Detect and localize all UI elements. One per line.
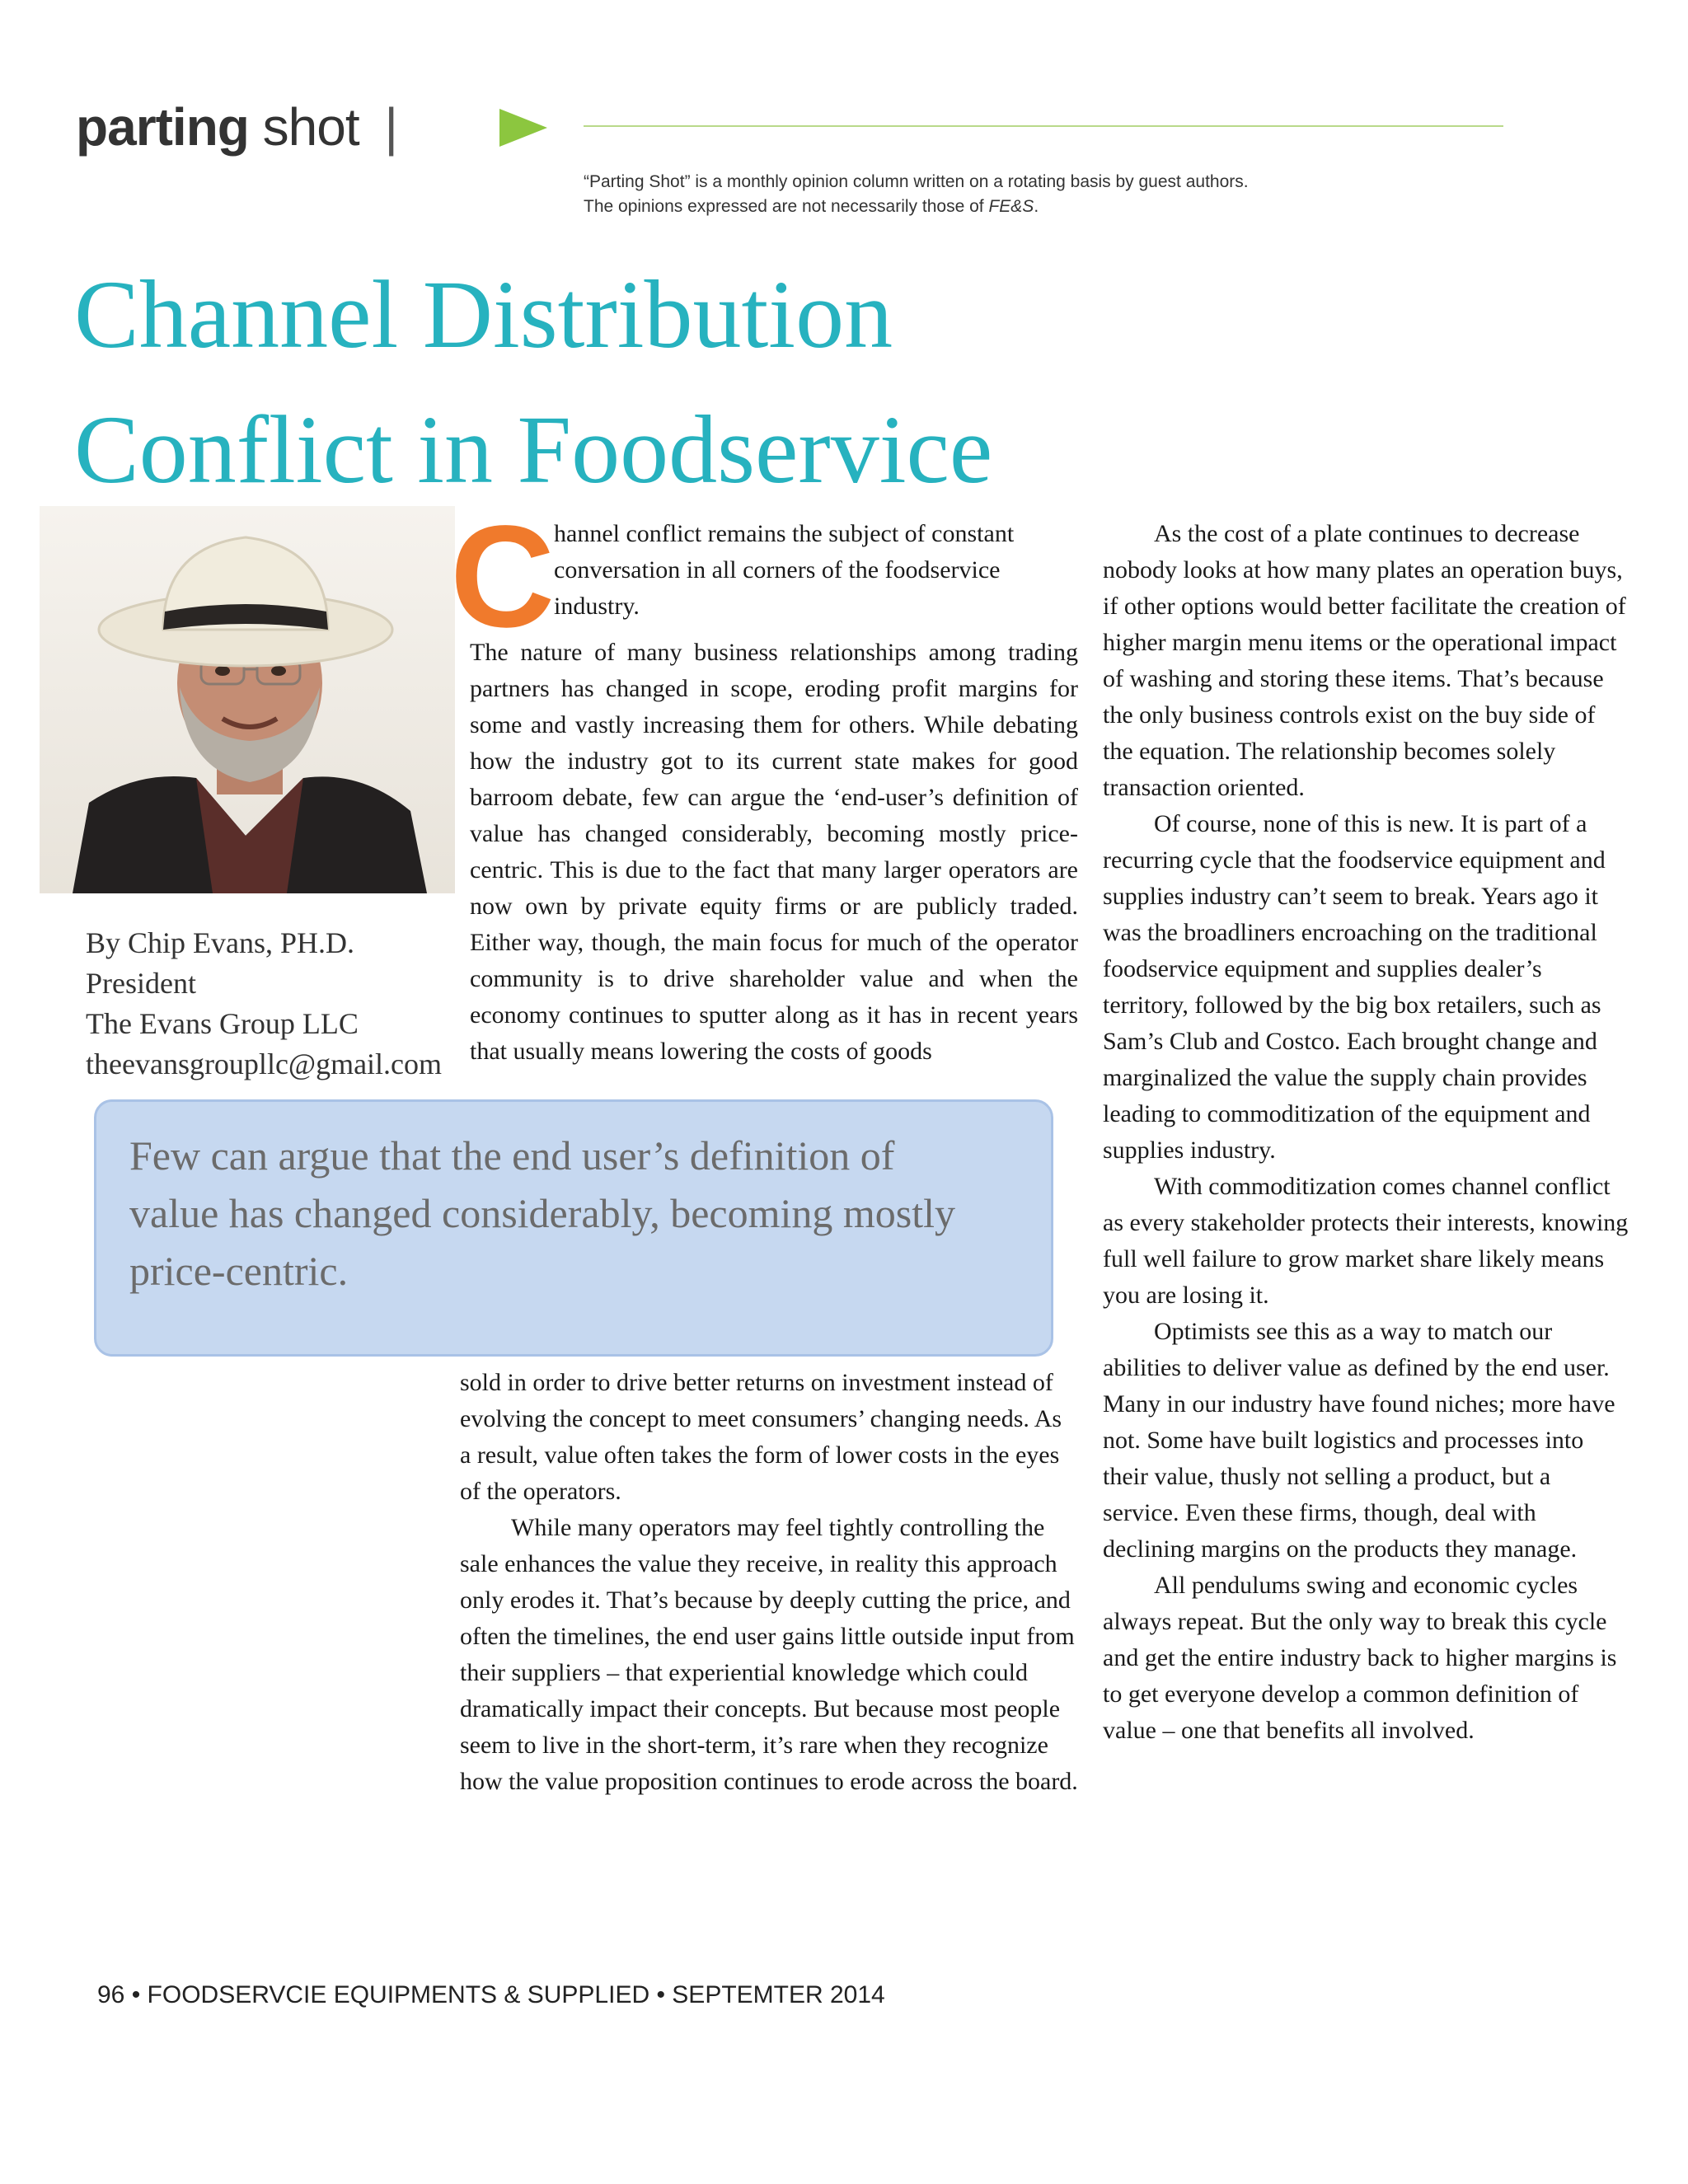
pull-quote-text: Few can argue that the end user’s definition of value has changed considerably, becoming mostly price-centric. <box>129 1132 956 1294</box>
author-name: By Chip Evans, PH.D. <box>86 926 355 959</box>
section-separator: | <box>384 97 398 157</box>
section-label <box>76 97 398 157</box>
article-paragraph: Optimists see this as a way to match our abilities to deliver value as defined by the end user. Many in our industry have found niches; more have not. Some have built logistics and processes into their value, thusly not selling a product, but a service. Even these firms, though, deal with declining margins on the products they manage. <box>1103 1318 1615 1563</box>
article-column-2 <box>1103 516 1630 1749</box>
article-title-line-2: Conflict in Foodservice <box>74 396 993 504</box>
disclaimer-publication: FE&S <box>988 197 1034 216</box>
author-photo <box>40 506 455 893</box>
author-role: President <box>86 967 196 1000</box>
article-paragraph: Of course, none of this is new. It is part of a recurring cycle that the foodservice equipment and supplies industry can’t seem to break. Years ago it was the broadliners encroaching on the traditional foodservice equipment and supplies dealer’s territory, followed by the big box retailers, such as Sam’s Club and Costco. Each brought change and marginalized the value the supply chain provides leading to commoditization of the equipment and supplies industry. <box>1103 810 1606 1164</box>
article-column-1-top <box>450 496 1078 1070</box>
article-paragraph: All pendulums swing and economic cycles always repeat. But the only way to break this cycle and get the entire industry back to higher margins is to get everyone develop a common definition of value – one that benefits all involved. <box>1103 1572 1617 1744</box>
article-title-line-1: Channel Distribution <box>74 260 893 368</box>
article-paragraph: While many operators may feel tightly controlling the sale enhances the value they receive, in reality this approach only erodes it. That’s because by deeply cutting the price, and often the timelines, the end user gains little outside input from their suppliers – that experiential knowledge which could dramatically impact their concepts. But because most people seem to live in the short-term, it’s rare when they recognize how the value proposition continues to erode across the board. <box>460 1514 1078 1795</box>
author-company: The Evans Group LLC <box>86 1007 359 1040</box>
article-title <box>74 247 1311 518</box>
disclaimer-line-1: “Parting Shot” is a monthly opinion column written on a rotating basis by guest authors. <box>584 172 1249 191</box>
article-lead: hannel conflict remains the subject of constant conversation in all corners of the foodservice industry. <box>554 520 1015 620</box>
drop-cap: C <box>450 496 556 658</box>
column-disclaimer <box>584 170 1523 219</box>
section-label-bold: parting <box>76 97 249 157</box>
page-footer: 96 • FOODSERVCIE EQUIPMENTS & SUPPLIED • SEPTEMTER 2014 <box>97 1981 885 2008</box>
author-byline <box>86 923 465 1085</box>
article-paragraph: The nature of many business relationships among trading partners has changed in scope, eroding profit margins for some and vastly increasing them for others. While debating how the industry got to its current state makes for good barroom debate, few can argue the ‘end-user’s definition of value has changed considerably, becoming mostly price-centric. This is due to the fact that many larger operators are now own by private equity firms or are publicly traded. Either way, though, the main focus for much of the operator community is to drive shareholder value and when the economy continues to sputter along as it has in recent years that usually means lowering the costs of goods <box>470 639 1078 1065</box>
author-portrait-icon <box>40 506 455 893</box>
article-paragraph: With commoditization comes channel conflict as every stakeholder protects their interests, knowing full well failure to grow market share likely means you are losing it. <box>1103 1173 1629 1309</box>
header-rule <box>584 125 1503 127</box>
disclaimer-line-2: The opinions expressed are not necessarily those of FE&S. <box>584 197 1039 216</box>
article-paragraph: sold in order to drive better returns on investment instead of evolving the concept to meet consumers’ changing needs. As a result, value often takes the form of lower costs in the eyes of the operators. <box>460 1369 1062 1505</box>
pull-quote <box>94 1099 1053 1357</box>
article-column-1-bottom <box>460 1365 1078 1800</box>
author-email[interactable]: theevansgroupllc@gmail.com <box>86 1047 443 1080</box>
article-paragraph: As the cost of a plate continues to decrease nobody looks at how many plates an operation buys, if other options would better facilitate the creation of higher margin menu items or the operational impact of washing and storing these items. That’s because the only business controls exist on the buy side of the equation. The relationship becomes solely transaction oriented. <box>1103 520 1626 801</box>
section-label-light: shot <box>262 97 359 157</box>
play-arrow-icon <box>499 109 547 147</box>
